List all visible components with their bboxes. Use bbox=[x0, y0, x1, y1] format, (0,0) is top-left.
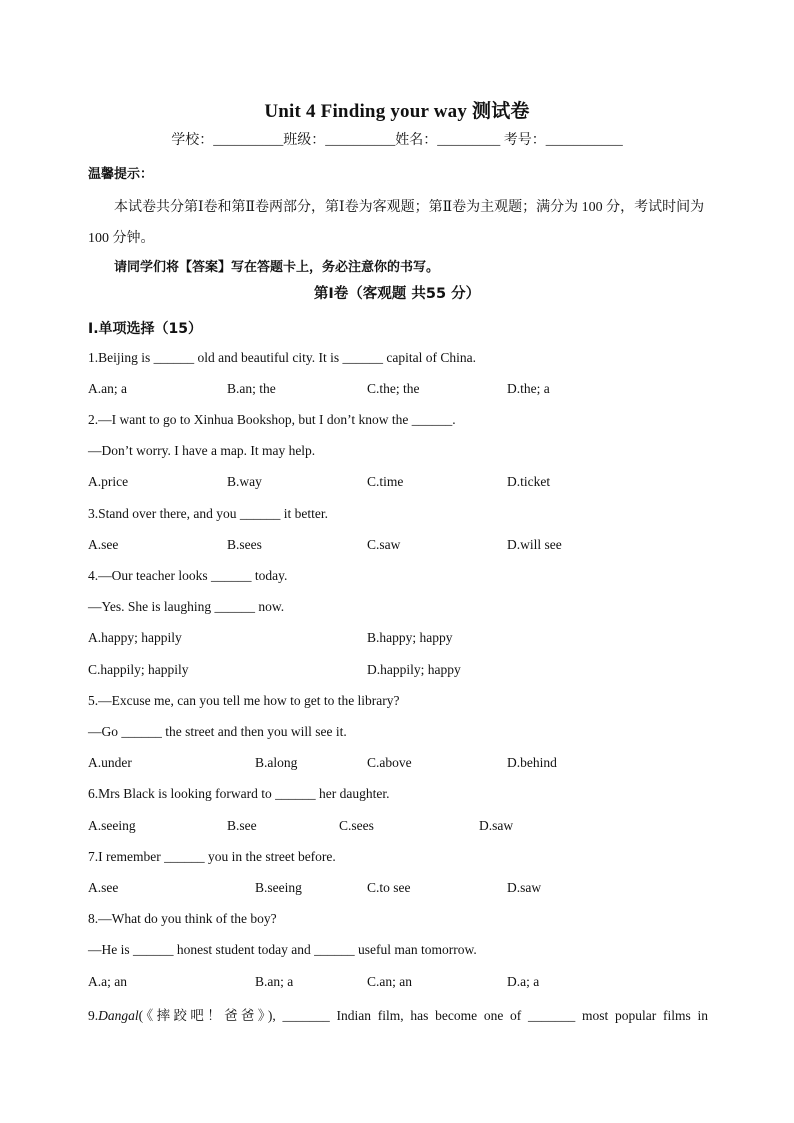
tips-intro: 本试卷共分第Ⅰ卷和第Ⅱ卷两部分，第Ⅰ卷为客观题；第Ⅱ卷为主观题；满分为 100 分，考试时间为 100 分钟。 bbox=[88, 200, 705, 246]
q6-option-c: C.sees bbox=[339, 818, 374, 833]
q7-option-c: C.to see bbox=[367, 880, 411, 895]
q9-stem-text: (《摔跤吧！爸爸》), _______ Indian film, has become one of _______ most popular films in bbox=[138, 1008, 708, 1023]
q3-option-c: C.saw bbox=[367, 537, 401, 552]
exam-title: Unit 4 Finding your way 测试卷 bbox=[264, 101, 530, 122]
q6-option-a: A.seeing bbox=[88, 818, 136, 833]
q1-option-a: A.an; a bbox=[88, 381, 127, 396]
answer-notice: 请同学们将【答案】写在答题卡上，务必注意你的书写。 bbox=[114, 260, 440, 275]
q7-option-b: B.seeing bbox=[255, 880, 302, 895]
q8-option-b: B.an; a bbox=[255, 974, 294, 989]
q4-option-c: C.happily; happily bbox=[88, 662, 189, 677]
q7-stem: 7.I remember ______ you in the street before. bbox=[88, 849, 336, 864]
q8-option-a: A.a; an bbox=[88, 974, 127, 989]
q9-film-title: Dangal bbox=[98, 1008, 139, 1023]
q8-stem: 8.—What do you think of the boy? bbox=[88, 911, 277, 926]
q9-stem bbox=[88, 1004, 708, 1024]
q7-option-a: A.see bbox=[88, 880, 119, 895]
q5-option-c: C.above bbox=[367, 755, 412, 770]
q5-option-d: D.behind bbox=[507, 755, 557, 770]
q1-stem: 1.Beijing is ______ old and beautiful city. It is ______ capital of China. bbox=[88, 350, 476, 365]
q3-option-a: A.see bbox=[88, 537, 119, 552]
q6-option-d: D.saw bbox=[479, 818, 514, 833]
q2-stem: 2.—I want to go to Xinhua Bookshop, but I don’t know the ______. bbox=[88, 412, 456, 427]
section1-title: Ⅰ.单项选择（15） bbox=[88, 321, 203, 337]
q5-option-a: A.under bbox=[88, 755, 132, 770]
q1-option-c: C.the; the bbox=[367, 381, 420, 396]
tips-heading: 温馨提示： bbox=[88, 167, 154, 182]
q1-option-b: B.an; the bbox=[227, 381, 276, 396]
q3-option-b: B.sees bbox=[227, 537, 262, 552]
q8-stem-2: —He is ______ honest student today and ______ useful man tomorrow. bbox=[88, 942, 477, 957]
q8-option-d: D.a; a bbox=[507, 974, 540, 989]
q3-option-d: D.will see bbox=[507, 537, 562, 552]
q4-option-a: A.happy; happily bbox=[88, 630, 182, 645]
q2-stem-2: —Don’t worry. I have a map. It may help. bbox=[88, 443, 316, 458]
q9-number: 9. bbox=[88, 1008, 99, 1023]
q3-stem: 3.Stand over there, and you ______ it better. bbox=[88, 506, 328, 521]
q4-option-b: B.happy; happy bbox=[367, 630, 453, 645]
q2-option-a: A.price bbox=[88, 474, 129, 489]
q4-stem-2: —Yes. She is laughing ______ now. bbox=[88, 599, 285, 614]
q2-option-b: B.way bbox=[227, 474, 262, 489]
q5-stem-2: —Go ______ the street and then you will see it. bbox=[88, 724, 347, 739]
q4-stem: 4.—Our teacher looks ______ today. bbox=[88, 568, 288, 583]
part1-title: 第Ⅰ卷（客观题 共55 分） bbox=[313, 286, 481, 302]
q5-option-b: B.along bbox=[255, 755, 298, 770]
q2-option-c: C.time bbox=[367, 474, 404, 489]
q5-stem: 5.—Excuse me, can you tell me how to get to the library? bbox=[88, 693, 400, 708]
q8-option-c: C.an; an bbox=[367, 974, 412, 989]
q1-option-d: D.the; a bbox=[507, 381, 550, 396]
student-info-line: 学校：__________班级：__________姓名：_________ 考号：___________ bbox=[171, 133, 623, 148]
q2-option-d: D.ticket bbox=[507, 474, 551, 489]
q7-option-d: D.saw bbox=[507, 880, 542, 895]
q6-stem: 6.Mrs Black is looking forward to ______ her daughter. bbox=[88, 786, 390, 801]
q4-option-d: D.happily; happy bbox=[367, 662, 461, 677]
q6-option-b: B.see bbox=[227, 818, 257, 833]
